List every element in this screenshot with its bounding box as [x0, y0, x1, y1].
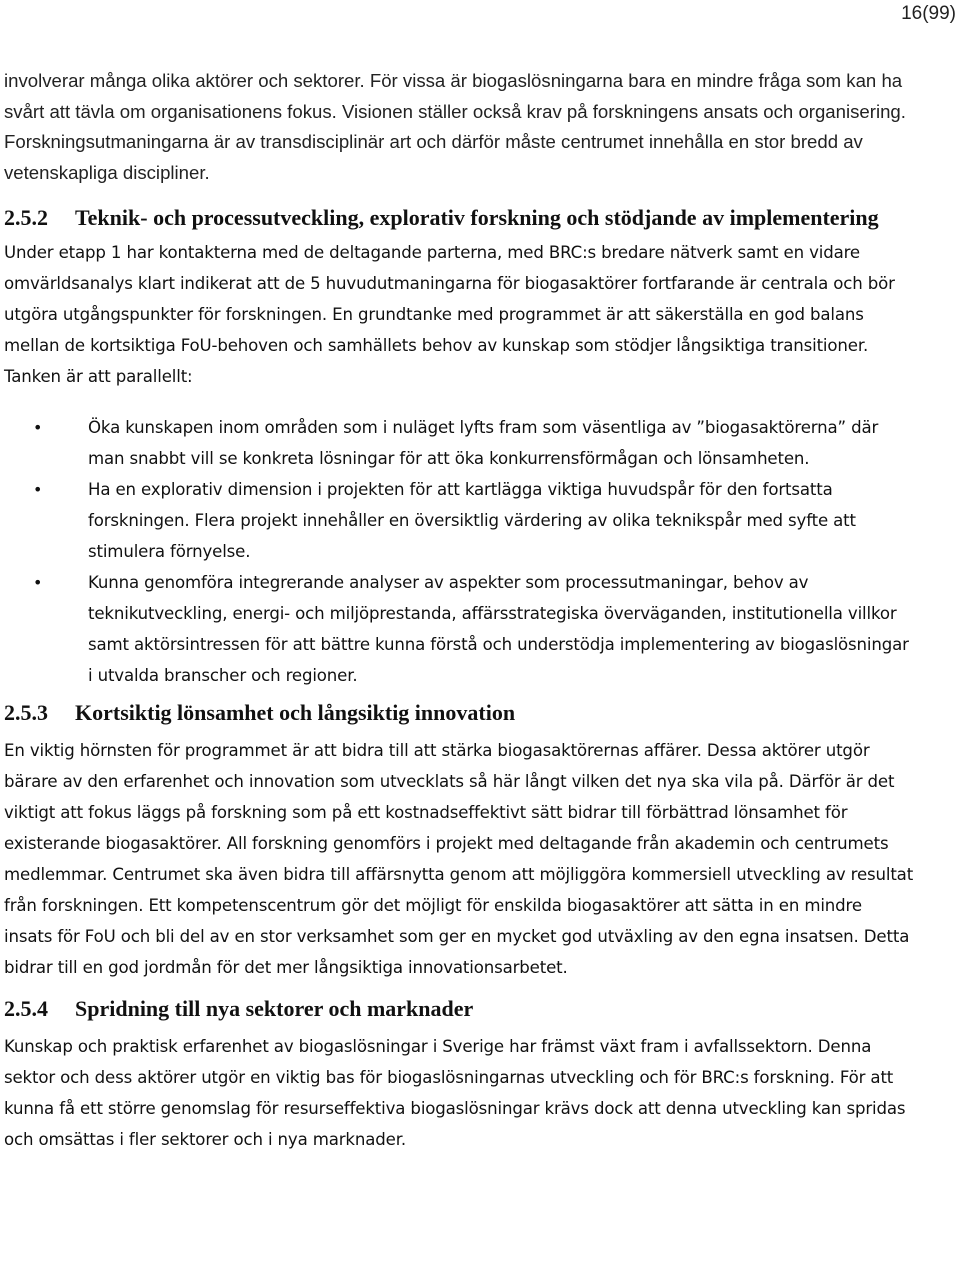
- list-item: [4, 412, 914, 474]
- bullet-list: [4, 412, 914, 691]
- bullet-icon: •: [33, 573, 43, 592]
- section-heading-2-5-4: [4, 995, 914, 1022]
- list-item: [4, 474, 914, 567]
- section-number: 2.5.2: [4, 205, 48, 230]
- section-2-5-4-paragraph: Kunskap och praktisk erfarenhet av biogaslösningar i Sverige har främst växt fram i avfallssektorn. Denna sektor och dess aktörer utgör en viktig bas för biogaslösningarnas utveckling och för BRC:s forskning. För att kunna få ett större genomslag för resurseffektiva biogaslösningar krävs dock att denna utveckling kan spridas och omsättas i fler sektorer och i nya marknader.: [4, 1037, 906, 1149]
- section-title: Spridning till nya sektorer och marknader: [75, 996, 474, 1021]
- section-title: Teknik- och processutveckling, explorativ forskning och stödjande av implementering: [75, 205, 879, 230]
- section-2-5-2-paragraph: Under etapp 1 har kontakterna med de deltagande parterna, med BRC:s bredare nätverk samt en vidare omvärldsanalys klart indikerat att de 5 huvudutmaningarna för biogasaktörer fortfarande är centrala och bör utgöra utgångspunkter för forskningen. En grundtanke med programmet är att säkerställa en god balans mellan de kortsiktiga FoU-behoven och samhällets behov av kunskap som stödjer långsiktiga transitioner. Tanken är att parallellt:: [4, 243, 895, 386]
- section-number: 2.5.3: [4, 700, 48, 725]
- list-item: [4, 567, 914, 691]
- section-2-5-3-paragraph: En viktig hörnsten för programmet är att bidra till att stärka biogasaktörernas affärer. Dessa aktörer utgör bärare av den erfarenhet och innovation som utvecklats så här långt vilken det nya ska vila på. Därför är det viktigt att fokus läggs på forskning som på ett kostnadseffektivt sätt bidrar till förbättrad lönsamhet för existerande biogasaktörer. All forskning genomförs i projekt med deltagande från akademin och centrumets medlemmar. Centrumet ska även bidra till affärsnytta genom att möjliggöra kommersiell utveckling av resultat från forskningen. Ett kompetenscentrum gör det möjligt för enskilda biogasaktörer att sätta in en mindre insats för FoU och bli del av en stor verksamhet som ger en mycket god utväxling av den egna insatsen. Detta bidrar till en god jordmån för det mer långsiktiga innovationsarbetet.: [4, 741, 914, 977]
- section-heading-2-5-3: [4, 699, 914, 726]
- intro-paragraph: involverar många olika aktörer och sektorer. För vissa är biogaslösningarna bara en mindre fråga som kan ha svårt att tävla om organisationens fokus. Visionen ställer också krav på forskningens ansats och organisering. Forskningsutmaningarna är av transdisciplinär art och därför måste centrumet innehålla en stor bredd av vetenskapliga discipliner.: [4, 70, 906, 183]
- section-title: Kortsiktig lönsamhet och långsiktig innovation: [75, 700, 516, 725]
- bullet-icon: •: [33, 480, 43, 499]
- page-number: 16(99): [901, 3, 956, 24]
- section-number: 2.5.4: [4, 996, 48, 1021]
- list-item-text: Öka kunskapen inom områden som i nuläget lyfts fram som väsentliga av ”biogasaktörerna” där man snabbt vill se konkreta lösningar för att öka konkurrensförmågan och lönsamheten.: [88, 418, 879, 468]
- document-body: [4, 66, 914, 1155]
- section-heading-2-5-2: [4, 204, 914, 231]
- bullet-icon: •: [33, 418, 43, 437]
- list-item-text: Ha en explorativ dimension i projekten för att kartlägga viktiga huvudspår för den fortsatta forskningen. Flera projekt innehåller en översiktlig värdering av olika teknikspår med syfte att stimulera förnyelse.: [88, 480, 856, 561]
- list-item-text: Kunna genomföra integrerande analyser av aspekter som processutmaningar, behov av teknikutveckling, energi- och miljöprestanda, affärsstrategiska överväganden, institutionella villkor samt aktörsintressen för att bättre kunna förstå och understödja implementering av biogaslösningar i utvalda branscher och regioner.: [88, 573, 909, 685]
